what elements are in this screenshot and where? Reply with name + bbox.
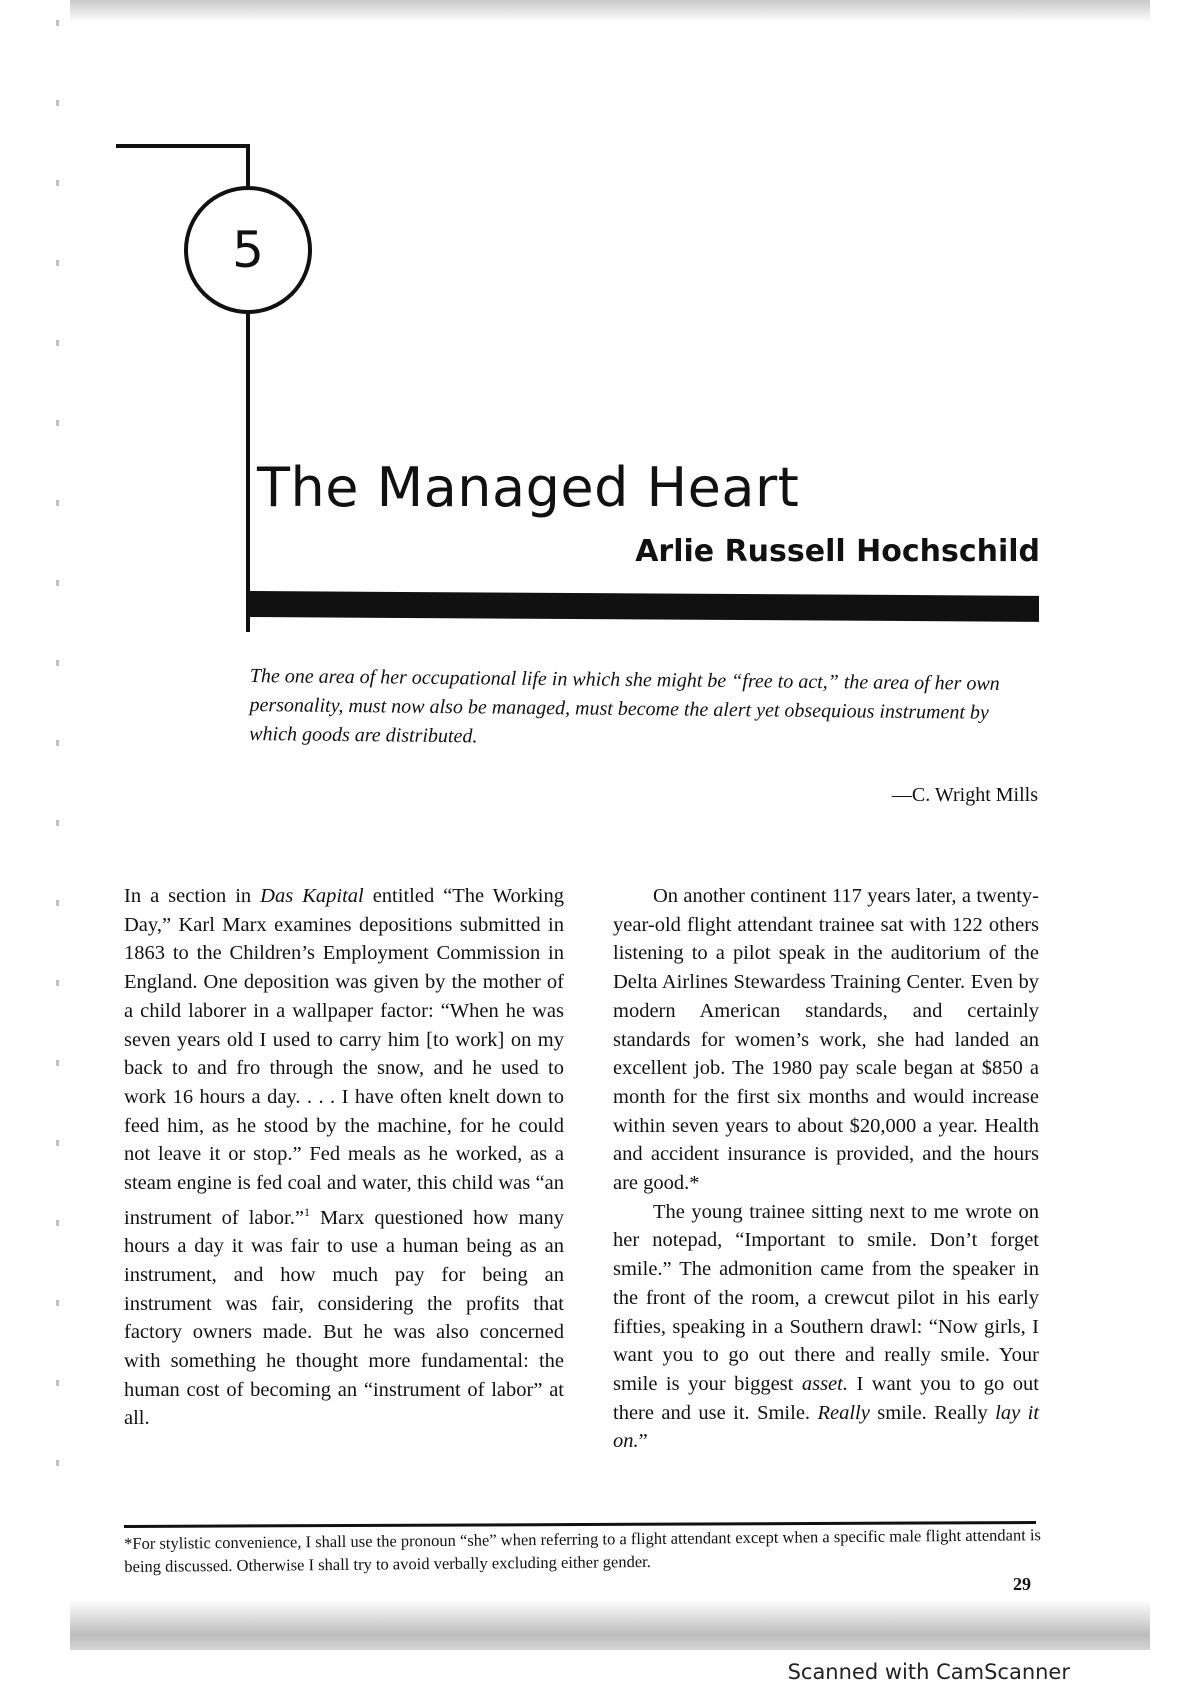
- epigraph: The one area of her occupational life in which she might be “free to act,” the area of her own personality, must now also be managed, must become the alert yet obsequious instrument by which goods are distributed.: [249, 664, 1000, 748]
- text-run: The young trainee sitting next to me wrote on her notepad, “Important to smile. Don’t forget smile.” The admonition came from the speaker in the front of the room, a crewcut pilot in his early fifties, speaking in a Southern drawl: “Now girls, I want you to go out there and really smile. Your smile is your biggest: [613, 1200, 1039, 1395]
- epigraph-attribution: —C. Wright Mills: [891, 784, 1038, 806]
- paragraph: [613, 1198, 1039, 1456]
- text-run: Marx questioned how many hours a day it was fair to use a human being as an instrument, and how much pay for being an instrument was fair, considering the profits that factory owners made. But he was also concerned with something he thought more fundamental: the human cost of becoming an “instrument of labor” at all.: [124, 1206, 564, 1430]
- italic-title: Das Kapital: [260, 885, 364, 907]
- scan-left-edge-marks: [56, 20, 59, 1540]
- body-column-right: [613, 882, 1039, 1456]
- chapter-rule-top: [116, 144, 248, 148]
- text-run: ”: [638, 1430, 648, 1453]
- chapter-rule-vertical: [246, 312, 250, 632]
- chapter-author: Arlie Russell Hochschild: [635, 534, 1040, 569]
- page-number: 29: [1013, 1574, 1031, 1594]
- italic-text: lay it on.: [613, 1401, 1040, 1453]
- chapter-rule-connector: [246, 144, 250, 190]
- text-run: In a section in: [124, 885, 261, 907]
- italic-text: Really: [817, 1401, 870, 1424]
- body-column-left: [124, 882, 564, 1433]
- chapter-number: 5: [232, 221, 264, 279]
- text-run: entitled “The Working Day,” Karl Marx examines depositions submitted in 1863 to the Children’s Employment Commission in England. One deposition was given by the mother of a child laborer in a wallpaper factor: “When he was seven years old I used to carry him [to work] on my back to and fro through the snow, and he used to work 16 hours a day. . . . I have often knelt down to feed him, as he stood by the machine, for he could not leave it or stop.” Fed meals as he worked, as a steam engine is fed coal and water, this child was “an instrument of labor.”: [124, 885, 565, 1229]
- italic-text: asset.: [801, 1372, 848, 1395]
- scan-shadow-top: [70, 0, 1150, 22]
- scanner-watermark: Scanned with CamScanner: [787, 1660, 1070, 1684]
- title-underline-bar: [246, 591, 1039, 622]
- scan-shadow-bottom: [70, 1600, 1150, 1650]
- text-run: I want you to go out there and use it. Smile.: [613, 1372, 1039, 1424]
- paragraph: [124, 882, 564, 1433]
- chapter-title: The Managed Heart: [257, 456, 800, 520]
- text-run: smile. Really: [869, 1401, 996, 1424]
- chapter-number-badge: [184, 186, 312, 314]
- footnote-ref: 1: [303, 1204, 310, 1219]
- paragraph: On another continent 117 years later, a twenty-year-old flight attendant trainee sat with 122 others listening to a pilot speak in the auditorium of the Delta Airlines Stewardess Training Center. Even by modern American standards, and certainly standards for women’s work, she had landed an excellent job. The 1980 pay scale began at $850 a month for the first six months and would increase within seven years to about $20,000 a year. Health and accident insurance is provided, and the hours are good.*: [613, 885, 1039, 1195]
- footnote: *For stylistic convenience, I shall use the pronoun “she” when referring to a flight attendant except when a specific male flight attendant is being discussed. Otherwise I shall try to avoid verbally excluding either gender.: [124, 1525, 1041, 1576]
